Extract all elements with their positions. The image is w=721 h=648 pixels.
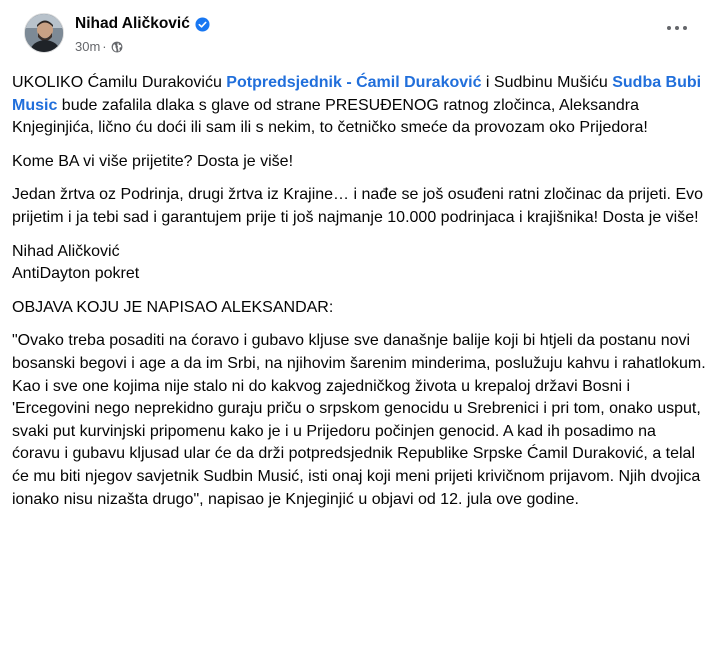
mention-camil-durakovic[interactable]: Potpredsjednik - Ćamil Duraković <box>226 74 482 91</box>
post-timestamp[interactable]: 30m <box>75 39 101 54</box>
post-quote: "Ovako treba posaditi na ćoravo i gubavo kljuse sve današnje balije koji bi htjeli da postanu novi bosanski begovi i age a da im Srbi, na njihovim šarenim minderima, poslužuju kahvu i rahatlokum. Kao i sve one kojima nije stalo ni do kakvog zajedničkog života u krepaloj državi Bosni i 'Ercegovini nego neprekidno guraju priču o srpskom genocidu u Srebrenici i pri tom, onako usput, svaki put kurvinjski pripomenu kako je i u Prijedoru počinjen genocid. A kad ih posadimo na ćoravu i gubavu kljusad ular će da drži potpredsjednik Republike Srpske Ćamil Duraković, a telal će mu biti njegov savjetnik Sudbin Musić, isti onaj koji meni prijeti krivičnom prijavom. Njih dvojica ionako nisu nizašta drugo", napisao je Knjeginjić u objavi od 12. jula ove godine. <box>12 332 706 508</box>
meta-separator: · <box>102 39 107 54</box>
post-content <box>12 72 707 522</box>
post-paragraph-3: Jedan žrtva oz Podrinja, drugi žrtva iz Krajine… i nađe se još osuđeni ratni zločinac da prijeti. Evo prijetim i ja tebi sad i garantujem prije ti još najmanje 10.000 podrinjaca i krajišnika! Dosta je više! <box>12 186 704 226</box>
post-paragraph-1 <box>12 72 707 140</box>
author-row <box>75 15 210 33</box>
more-options-icon[interactable] <box>667 22 691 34</box>
post-text: i Sudbinu Mušiću <box>481 74 613 91</box>
mention-sudba-bubi-music[interactable]: Sudba Bubi Music <box>12 74 702 114</box>
post-paragraph-4: OBJAVA KOJU JE NAPISAO ALEKSANDAR: <box>12 298 334 316</box>
author-name[interactable]: Nihad Aličković <box>75 15 190 32</box>
globe-icon[interactable] <box>111 41 123 53</box>
signature-organization: AntiDayton pokret <box>12 265 140 283</box>
signature-name: Nihad Aličković <box>12 242 120 260</box>
post-meta <box>75 39 123 54</box>
post-paragraph-2: Kome BA vi više prijetite? Dosta je više! <box>12 152 294 170</box>
post-header <box>12 0 707 62</box>
post-text: bude zafalila dlaka s glave od strane PRESUĐENOG ratnog zločinca, Aleksandra Knjeginjića, lično ću doći ili sam ili s nekim, to četničko smeće da provozam oko Prijedora! <box>12 96 648 137</box>
avatar[interactable] <box>24 13 64 53</box>
post-text: UKOLIKO Ćamilu Durakoviću <box>12 74 227 91</box>
post-signature <box>12 241 707 286</box>
verified-badge-icon <box>195 17 210 32</box>
